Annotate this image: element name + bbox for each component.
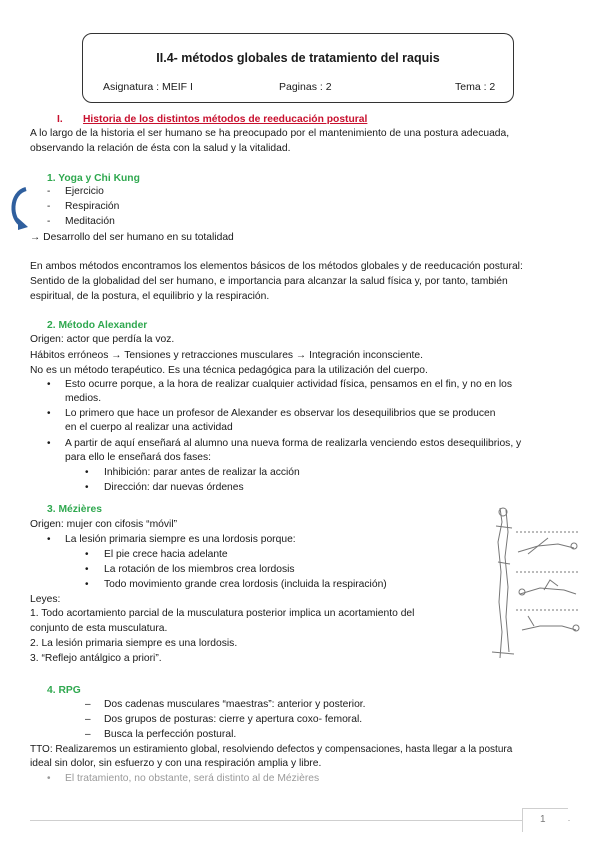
rpg-item-3: Busca la perfección postural. (104, 729, 237, 740)
mezieres-law-2: 2. La lesión primaria siempre es una lordosis. (30, 638, 238, 649)
dash-bullet: – (85, 729, 91, 740)
alexander-not-therapy: No es un método terapéutico. Es una técnica pedagógica para la utilización del cuerpo. (30, 365, 428, 376)
rpg-tto-line-1: TTO: Realizaremos un estiramiento global, resolviendo defectos y compensaciones, hasta llegar a la postura (30, 744, 513, 755)
page-number: 1 (540, 814, 546, 825)
intro-line-2: observando la relación de ésta con la salud y la vitalidad. (30, 143, 291, 154)
alexander-habits: Hábitos erróneos → Tensiones y retracciones musculares → Integración inconsciente. (30, 350, 424, 361)
bullet-dot: • (47, 379, 51, 390)
alexander-origin: Origen: actor que perdía la voz. (30, 334, 175, 345)
dash-bullet: – (85, 714, 91, 725)
yoga-paragraph-2: Sentido de la globalidad del ser humano, e importancia para alcanzar la salud física y, por tanto, también (30, 276, 508, 287)
section-number: I. (57, 114, 63, 125)
footer-divider (30, 820, 570, 821)
right-arrow-icon: → (30, 232, 41, 243)
mezieres-heading: 3. Mézières (47, 504, 102, 515)
yoga-item-2: Respiración (65, 201, 120, 212)
rpg-note: El tratamiento, no obstante, será distinto al de Mézières (65, 773, 320, 784)
posture-illustration (478, 502, 580, 664)
mezieres-laws-label: Leyes: (30, 594, 61, 605)
dash-bullet: - (47, 201, 51, 212)
rpg-item-1: Dos cadenas musculares “maestras”: anterior y posterior. (104, 699, 366, 710)
alexander-phase-2: Dirección: dar nuevas órdenes (104, 482, 244, 493)
mezieres-sub-3: Todo movimiento grande crea lordosis (incluida la respiración) (104, 579, 387, 590)
bullet-dot: • (47, 408, 51, 419)
bullet-dot: • (47, 438, 51, 449)
alexander-bullet-3a: A partir de aquí enseñará al alumno una nueva forma de realizarla venciendo estos desequilibrios, y (65, 438, 522, 449)
yoga-paragraph-3: espiritual, de la postura, el equilibrio y la respiración. (30, 291, 270, 302)
mezieres-law-1b: conjunto de esta musculatura. (30, 623, 168, 634)
mezieres-bullet: La lesión primaria siempre es una lordosis porque: (65, 534, 296, 545)
yoga-result-text: Desarrollo del ser humano en su totalidad (43, 232, 234, 243)
mezieres-sub-1: El pie crece hacia adelante (104, 549, 228, 560)
yoga-item-3: Meditación (65, 216, 115, 227)
alexander-bullet-2a: Lo primero que hace un profesor de Alexander es observar los desequilibrios que se producen (65, 408, 496, 419)
dash-bullet: - (47, 186, 51, 197)
rpg-tto-line-2: ideal sin dolor, sin esfuerzo y con una respiración amplia y libre. (30, 758, 322, 769)
section-heading: Historia de los distintos métodos de reeducación postural (83, 114, 368, 125)
bullet-dot: • (47, 773, 51, 784)
mezieres-law-1a: 1. Todo acortamiento parcial de la musculatura posterior implica un acortamiento del (30, 608, 415, 619)
mezieres-law-3: 3. “Reflejo antálgico a priori”. (30, 653, 162, 664)
header-box (82, 33, 514, 103)
topic-label: Tema : 2 (455, 81, 496, 93)
yoga-paragraph-1: En ambos métodos encontramos los elementos básicos de los métodos globales y de reeducación postural: (30, 261, 523, 272)
bullet-dot: • (47, 534, 51, 545)
alexander-heading: 2. Método Alexander (47, 320, 148, 331)
rpg-heading: 4. RPG (47, 685, 81, 696)
dash-bullet: - (47, 216, 51, 227)
bullet-dot: • (85, 564, 89, 575)
yoga-result (30, 231, 234, 244)
bullet-dot: • (85, 467, 89, 478)
rpg-item-2: Dos grupos de posturas: cierre y apertura coxo- femoral. (104, 714, 363, 725)
pages-label: Paginas : 2 (279, 81, 332, 93)
alexander-bullet-1a: Esto ocurre porque, a la hora de realizar cualquier actividad física, pensamos en el fin, y no en los (65, 379, 513, 390)
dash-bullet: – (85, 699, 91, 710)
mezieres-origin: Origen: mujer con cifosis “móvil” (30, 519, 178, 530)
alexander-phase-1: Inhibición: parar antes de realizar la acción (104, 467, 300, 478)
document-title: II.4- métodos globales de tratamiento del raquis (156, 51, 440, 65)
bullet-dot: • (85, 579, 89, 590)
subject-label: Asignatura : MEIF I (103, 81, 193, 93)
alexander-bullet-1b: medios. (65, 393, 102, 404)
intro-line-1: A lo largo de la historia el ser humano se ha preocupado por el mantenimiento de una postura adecuada, (30, 128, 510, 139)
bullet-dot: • (85, 549, 89, 560)
yoga-item-1: Ejercicio (65, 186, 104, 197)
alexander-bullet-2b: en el cuerpo al realizar una actividad (65, 422, 233, 433)
yoga-heading: 1. Yoga y Chi Kung (47, 173, 140, 184)
mezieres-sub-2: La rotación de los miembros crea lordosis (104, 564, 295, 575)
curved-arrow-icon (8, 185, 32, 231)
alexander-bullet-3b: para ello le enseñará dos fases: (65, 452, 211, 463)
bullet-dot: • (85, 482, 89, 493)
